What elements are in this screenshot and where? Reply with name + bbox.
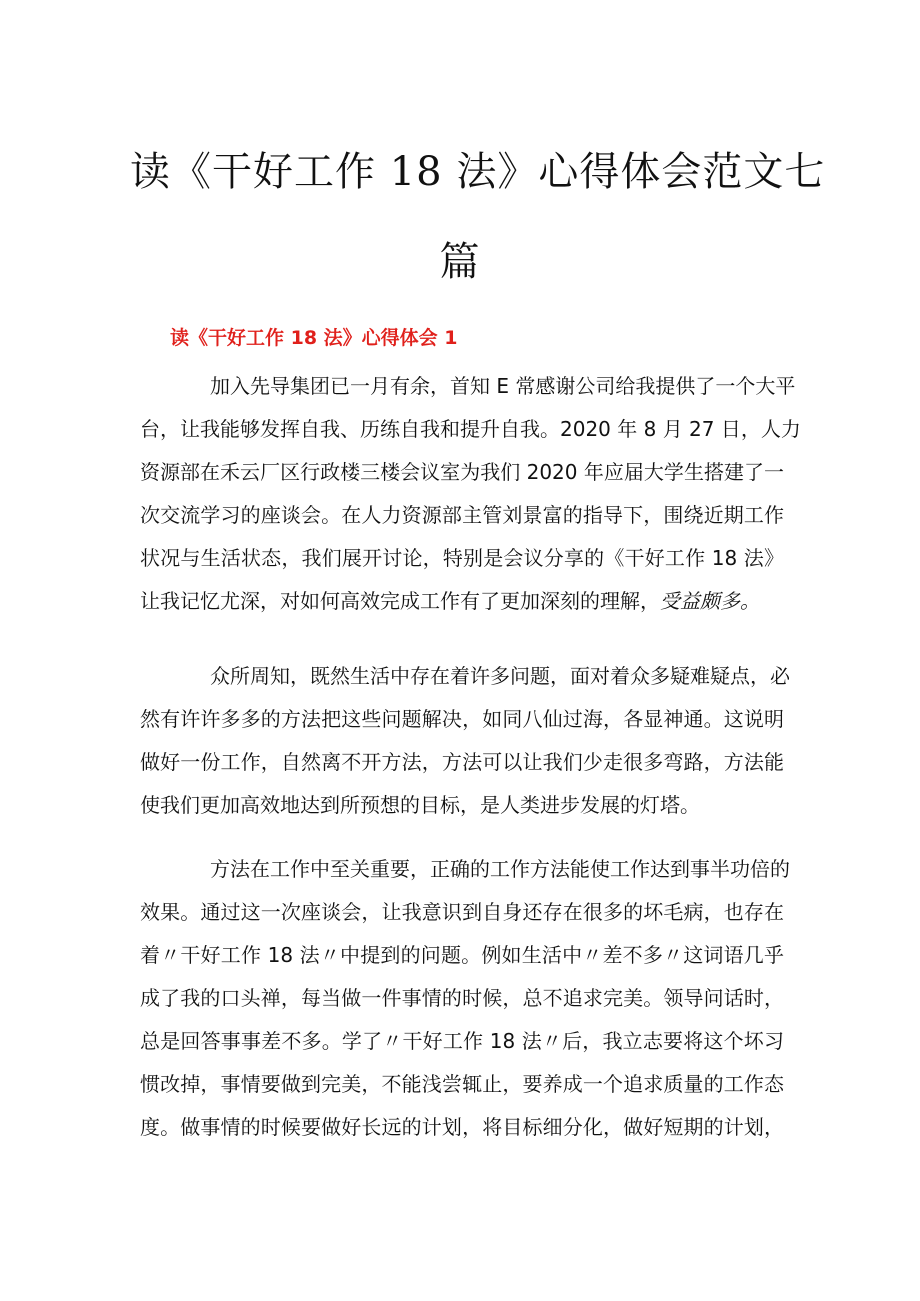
- paragraph-line: 状况与生活状态，我们展开讨论，特别是会议分享的《干好工作 18 法》: [140, 546, 784, 570]
- paragraph-line: 然有许许多多的方法把这些问题解决，如同八仙过海，各显神通。这说明: [140, 707, 784, 731]
- paragraph-line: 方法在工作中至关重要，正确的工作方法能使工作达到事半功倍的: [210, 857, 790, 881]
- paragraph-line: 总是回答事事差不多。学了〃干好工作 18 法〃后，我立志要将这个坏习: [140, 1029, 784, 1053]
- paragraph-line: 众所周知，既然生活中存在着许多问题，面对着众多疑难疑点，必: [210, 664, 790, 688]
- paragraph-line-text: 让我记忆尤深，对如何高效完成工作有了更加深刻的理解，: [140, 589, 660, 613]
- paragraph-line-italic-tail: 受益颇多。: [660, 589, 760, 613]
- paragraph-line: 台，让我能够发挥自我、历练自我和提升自我。2020 年 8 月 27 日，人力: [140, 417, 801, 441]
- document-title-line-1: 读《干好工作 18 法》心得体会范文七: [130, 149, 826, 195]
- paragraph-line-last: [140, 580, 784, 623]
- paragraph-line: 惯改掉，事情要做到完美，不能浅尝辄止，要养成一个追求质量的工作态: [140, 1072, 784, 1096]
- paragraph-line: 着〃干好工作 18 法〃中提到的问题。例如生活中〃差不多〃这词语几乎: [140, 943, 784, 967]
- paragraph-line: 使我们更加高效地达到所预想的目标，是人类进步发展的灯塔。: [140, 793, 700, 817]
- paragraph-line: 成了我的口头禅，每当做一件事情的时候，总不追求完美。领导问话时，: [140, 986, 784, 1010]
- paragraph-line: 做好一份工作，自然离不开方法，方法可以让我们少走很多弯路，方法能: [140, 750, 784, 774]
- paragraph-line: 度。做事情的时候要做好长远的计划，将目标细分化，做好短期的计划，: [140, 1115, 784, 1139]
- paragraph-3: [140, 848, 790, 1149]
- paragraph-1: [140, 365, 801, 623]
- section-heading: 读《干好工作 18 法》心得体会 1: [170, 327, 458, 349]
- paragraph-2: [140, 655, 790, 827]
- document-title-line-2: 篇: [439, 239, 481, 285]
- paragraph-line: 加入先导集团已一月有余，首知 E 常感谢公司给我提供了一个大平: [210, 374, 796, 398]
- paragraph-line: 效果。通过这一次座谈会，让我意识到自身还存在很多的坏毛病，也存在: [140, 900, 784, 924]
- paragraph-line: 资源部在禾云厂区行政楼三楼会议室为我们 2020 年应届大学生搭建了一: [140, 460, 784, 484]
- paragraph-line: 次交流学习的座谈会。在人力资源部主管刘景富的指导下，围绕近期工作: [140, 503, 784, 527]
